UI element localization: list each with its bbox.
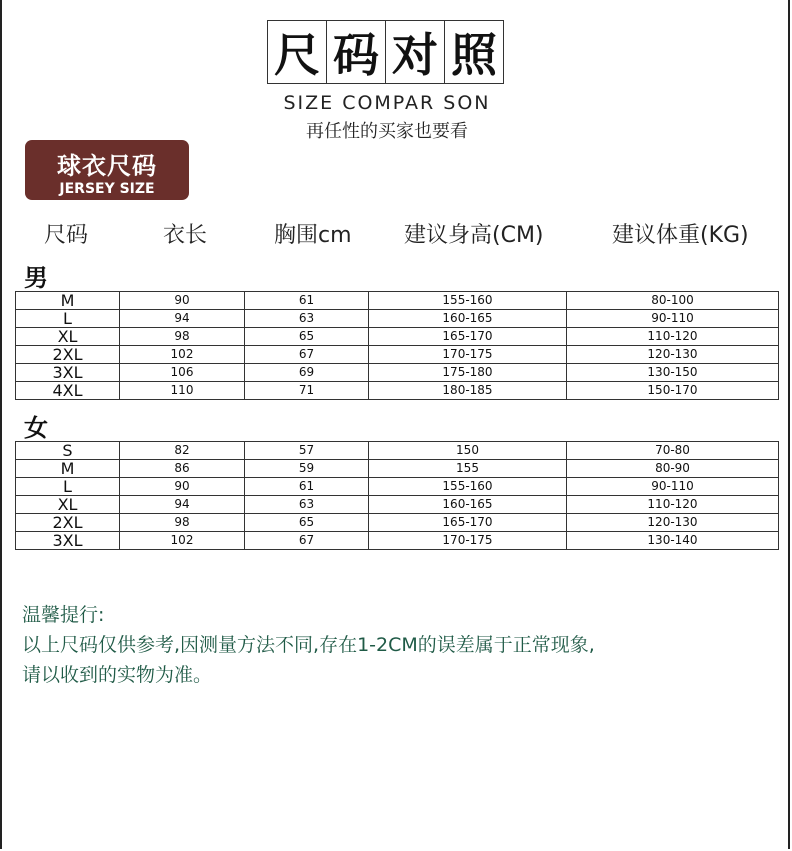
length-cell: 102 [120,346,245,364]
height-cell: 155-160 [369,292,567,310]
title-char: 照 [444,20,504,84]
size-cell: 2XL [16,514,120,532]
women-section-label: 女 [24,414,48,442]
title-char: 码 [326,20,385,84]
size-cell: XL [16,328,120,346]
size-cell: M [16,292,120,310]
length-cell: 98 [120,328,245,346]
table-row [16,364,779,382]
length-cell: 82 [120,442,245,460]
length-cell: 98 [120,514,245,532]
length-cell: 90 [120,478,245,496]
men-section-label: 男 [24,264,48,292]
weight-cell: 80-100 [567,292,779,310]
height-cell: 160-165 [369,496,567,514]
table-row [16,478,779,496]
chest-cell: 69 [245,364,369,382]
column-header-chest: 胸围cm [274,223,352,248]
title-char: 尺 [267,20,326,84]
chest-cell: 59 [245,460,369,478]
weight-cell: 80-90 [567,460,779,478]
size-cell: 3XL [16,532,120,550]
table-row [16,310,779,328]
height-cell: 155-160 [369,478,567,496]
chest-cell: 61 [245,478,369,496]
chest-cell: 67 [245,346,369,364]
column-header-height: 建议身高(CM) [404,223,544,248]
men-size-table [15,291,779,400]
weight-cell: 130-140 [567,532,779,550]
size-cell: 2XL [16,346,120,364]
chest-cell: 65 [245,514,369,532]
notice-text: 请以收到的实物为准。 [22,664,213,686]
height-cell: 165-170 [369,514,567,532]
length-cell: 110 [120,382,245,400]
height-cell: 170-175 [369,346,567,364]
weight-cell: 70-80 [567,442,779,460]
badge-title-cn: 球衣尺码 [57,152,157,180]
weight-cell: 120-130 [567,514,779,532]
size-cell: S [16,442,120,460]
subtitle-chinese: 再任性的买家也要看 [306,121,468,142]
size-cell: XL [16,496,120,514]
notice-text: 以上尺码仅供参考,因测量方法不同,存在1-2CM的误差属于正常现象, [22,634,595,656]
column-header-size: 尺码 [44,223,89,248]
chest-cell: 63 [245,310,369,328]
table-row [16,292,779,310]
weight-cell: 110-120 [567,496,779,514]
length-cell: 86 [120,460,245,478]
subtitle-english: SIZE COMPAR SON [283,92,491,114]
height-cell: 165-170 [369,328,567,346]
table-row [16,346,779,364]
height-cell: 170-175 [369,532,567,550]
table-row [16,382,779,400]
size-cell: 3XL [16,364,120,382]
length-cell: 90 [120,292,245,310]
length-cell: 94 [120,310,245,328]
height-cell: 160-165 [369,310,567,328]
length-cell: 106 [120,364,245,382]
women-size-table [15,441,779,550]
length-cell: 102 [120,532,245,550]
title-char: 对 [385,20,444,84]
height-cell: 155 [369,460,567,478]
badge-title-en: JERSEY SIZE [59,181,155,197]
table-row [16,514,779,532]
size-cell: 4XL [16,382,120,400]
page-title [267,20,504,84]
jersey-size-badge [25,140,189,200]
column-header-weight: 建议体重(KG) [612,223,749,248]
table-row [16,496,779,514]
table-row [16,328,779,346]
height-cell: 150 [369,442,567,460]
chest-cell: 63 [245,496,369,514]
chest-cell: 65 [245,328,369,346]
column-header-length: 衣长 [163,223,208,248]
size-cell: L [16,310,120,328]
height-cell: 175-180 [369,364,567,382]
height-cell: 180-185 [369,382,567,400]
size-cell: L [16,478,120,496]
table-row [16,532,779,550]
notice-heading: 温馨提行: [22,604,105,626]
weight-cell: 150-170 [567,382,779,400]
chest-cell: 61 [245,292,369,310]
weight-cell: 110-120 [567,328,779,346]
weight-cell: 130-150 [567,364,779,382]
chest-cell: 67 [245,532,369,550]
table-row [16,442,779,460]
weight-cell: 120-130 [567,346,779,364]
weight-cell: 90-110 [567,478,779,496]
size-cell: M [16,460,120,478]
weight-cell: 90-110 [567,310,779,328]
chest-cell: 71 [245,382,369,400]
length-cell: 94 [120,496,245,514]
table-row [16,460,779,478]
chest-cell: 57 [245,442,369,460]
